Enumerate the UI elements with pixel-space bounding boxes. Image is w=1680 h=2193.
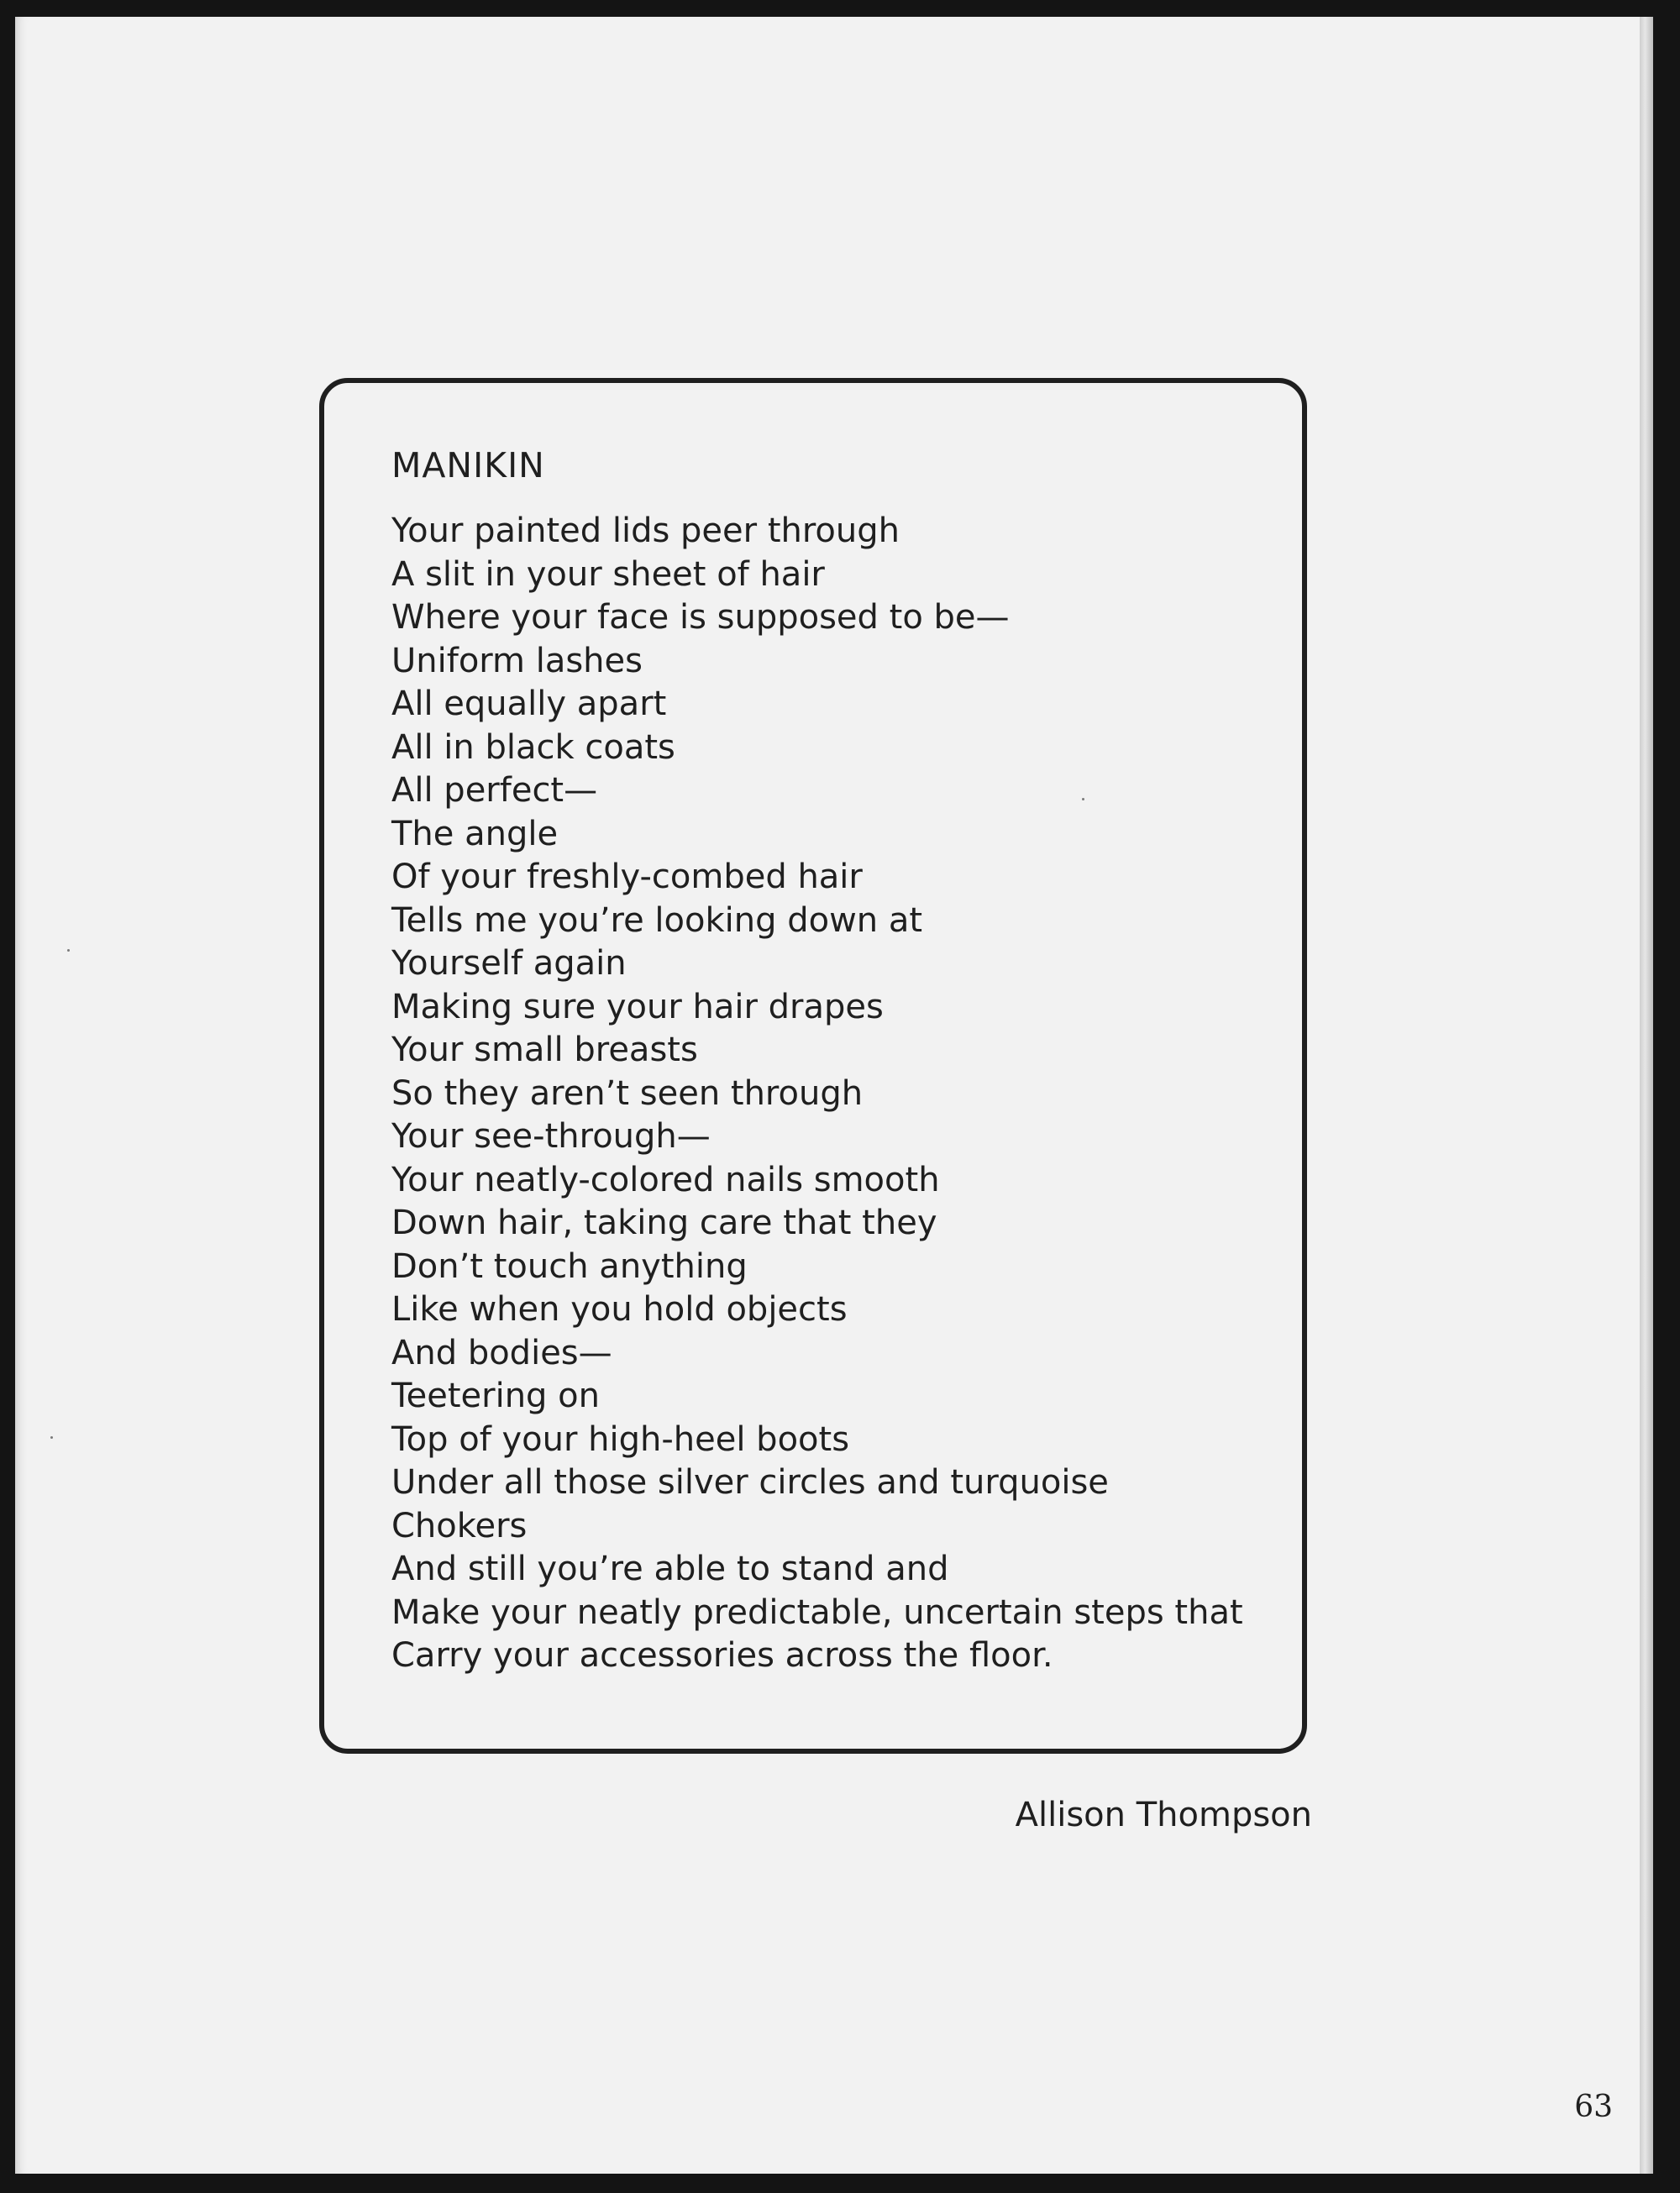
poem-line: And bodies— — [391, 1333, 612, 1372]
poem-line: All in black coats — [391, 727, 675, 767]
poem-line: Down hair, taking care that they — [391, 1204, 937, 1242]
poem-line: Make your neatly predictable, uncertain steps that — [391, 1592, 1243, 1632]
poem-line: Teetering on — [391, 1377, 600, 1415]
poem-line: Don’t touch anything — [391, 1246, 748, 1286]
poem-title: MANIKIN — [391, 445, 545, 485]
poem-line: Your small breasts — [391, 1031, 698, 1069]
poem-line: Chokers — [391, 1506, 528, 1545]
poem-line: All perfect— — [391, 771, 598, 810]
poem-line: All equally apart — [391, 685, 667, 723]
poem-line: Uniform lashes — [391, 641, 643, 680]
poem-line: Under all those silver circles and turquoise — [391, 1463, 1109, 1502]
poem-line: Tells me you’re looking down at — [391, 900, 923, 940]
poem-body — [391, 510, 1243, 1678]
paper-speck — [67, 949, 70, 952]
page-edge — [1640, 17, 1653, 2174]
poem-line: The angle — [391, 814, 559, 853]
poem-line: Your see-through— — [391, 1117, 711, 1156]
poem-line: Like when you hold objects — [391, 1290, 848, 1329]
poem-line: Carry your accessories across the floor. — [391, 1636, 1053, 1675]
poem-line: Making sure your hair drapes — [391, 987, 884, 1026]
paper-speck — [50, 1436, 53, 1439]
poem-line: Top of your high-heel boots — [391, 1419, 850, 1459]
poem-line: Yourself again — [391, 944, 627, 983]
poem-author: Allison Thompson — [1015, 1796, 1312, 1834]
poem-line: So they aren’t seen through — [391, 1073, 864, 1113]
poem-line: Of your freshly-combed hair — [391, 858, 863, 896]
poem-line: Your neatly-colored nails smooth — [391, 1160, 940, 1199]
poem-line: A slit in your sheet of hair — [391, 554, 825, 594]
poem-line: Your painted lids peer through — [391, 512, 900, 550]
poem-line: Where your face is supposed to be— — [391, 598, 1010, 637]
poem-line: And still you’re able to stand and — [391, 1550, 949, 1588]
page-number: 63 — [1574, 2090, 1613, 2124]
